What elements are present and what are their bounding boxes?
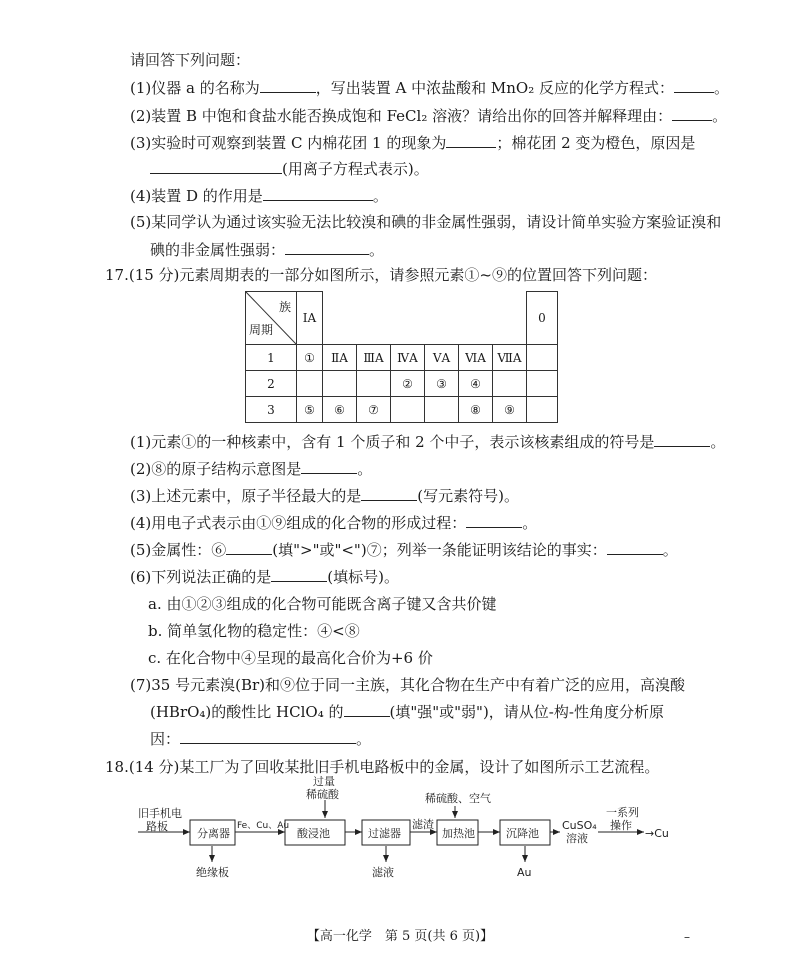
element-3: ③ bbox=[425, 371, 459, 397]
q16-part5: (5)某同学认为通过该实验无法比较溴和碘的非金属性强弱，请设计简单实验方案验证溴和 bbox=[130, 213, 722, 231]
corner-mark: – bbox=[684, 930, 690, 944]
q18-heading: 18.(14 分)某工厂为了回收某批旧手机电路板中的金属，设计了如图所示工艺流程。 bbox=[105, 758, 660, 776]
ops-label-1: 一系列 bbox=[606, 806, 639, 819]
q16-intro: 请回答下列问题： bbox=[130, 51, 251, 69]
q17-p1-text-a: (1)元素①的一种核素中，含有 1 个质子和 2 个中子，表示该核素组成的符号是 bbox=[130, 433, 655, 451]
group-header: ⅥA bbox=[459, 345, 493, 371]
q17-p6-text-c: (填标号)。 bbox=[327, 568, 399, 586]
page-footer: 【高一化学 第 5 页(共 6 页)】 bbox=[306, 929, 494, 944]
q16-p4-text-a: (4)装置 D 的作用是 bbox=[130, 187, 263, 205]
q16-p3-text-d: (用离子方程式表示)。 bbox=[282, 160, 429, 178]
period-label: 2 bbox=[246, 371, 297, 397]
q16-p3-text-b: ；棉花团 2 变为橙色，原因是 bbox=[496, 134, 696, 152]
q17-p2-text-a: (2)⑧的原子结构示意图是 bbox=[130, 460, 302, 478]
filter-label: 过滤器 bbox=[368, 827, 401, 840]
ops-label-2: 操作 bbox=[610, 819, 632, 832]
q16-p4-text-c: 。 bbox=[372, 187, 388, 205]
reagent1-label-b: 稀硫酸 bbox=[306, 788, 339, 801]
input-label-2: 路板 bbox=[146, 820, 168, 833]
element-2: ② bbox=[391, 371, 425, 397]
q17-p1-text-c: 。 bbox=[710, 433, 726, 451]
period-label: 3 bbox=[246, 397, 297, 423]
insulation-label: 绝缘板 bbox=[196, 866, 229, 879]
q17-p4-text-c: 。 bbox=[522, 514, 538, 532]
group-header: ⅣA bbox=[391, 345, 425, 371]
q16-p1-text-a: (1)仪器 a 的名称为 bbox=[130, 79, 260, 97]
q17-option-b: b. 简单氢化物的稳定性：④<⑧ bbox=[148, 622, 360, 640]
q17-p5-text-a: (5)金属性：⑥ bbox=[130, 541, 227, 559]
element-6: ⑥ bbox=[323, 397, 357, 423]
group-ia-header: ⅠA bbox=[297, 292, 323, 345]
residue-label: 滤渣 bbox=[412, 818, 434, 831]
q17-p5-text-b: (填">"或"<")⑦；列举一条能证明该结论的事实： bbox=[272, 541, 607, 559]
element-9: ⑨ bbox=[493, 397, 527, 423]
q17-option-a: a. 由①②③组成的化合物可能既含离子键又含共价键 bbox=[148, 595, 497, 613]
group-header: ⅦA bbox=[493, 345, 527, 371]
reagent2-label: 稀硫酸、空气 bbox=[425, 792, 491, 805]
element-8: ⑧ bbox=[459, 397, 493, 423]
q17-p7-text-c: (填"强"或"弱")，请从位-构-性角度分析原 bbox=[389, 703, 664, 721]
q16-p1-text-b: ，写出装置 A 中浓盐酸和 MnO₂ 反应的化学方程式： bbox=[315, 79, 674, 97]
au-product-label: Au bbox=[517, 866, 532, 879]
filtrate-label: 滤液 bbox=[372, 866, 394, 879]
q16-p5-text-c: 。 bbox=[369, 241, 385, 259]
corner-group-label: 族 bbox=[278, 300, 291, 314]
q17-part7: (7)35 号元素溴(Br)和⑨位于同一主族，其化合物在生产中有着广泛的应用，高溴酸 bbox=[130, 676, 686, 694]
cuso4-label-a: CuSO₄ bbox=[562, 819, 597, 832]
q16-p5-text-b: 碘的非金属性强弱： bbox=[150, 241, 286, 259]
q17-p7-text-d: 因： bbox=[150, 730, 181, 748]
separator-label: 分离器 bbox=[197, 827, 230, 840]
q16-p2-text-c: 。 bbox=[712, 107, 728, 125]
group-zero-header: 0 bbox=[527, 292, 558, 345]
metals-label: Fe、Cu、Au bbox=[237, 821, 290, 831]
corner-period-label: 周期 bbox=[249, 323, 274, 337]
element-7: ⑦ bbox=[357, 397, 391, 423]
element-5: ⑤ bbox=[297, 397, 323, 423]
group-header: ⅤA bbox=[425, 345, 459, 371]
group-header: ⅡA bbox=[323, 345, 357, 371]
q17-option-c: c. 在化合物中④呈现的最高化合价为+6 价 bbox=[148, 649, 433, 667]
q16-p1-text-c: 。 bbox=[713, 79, 729, 97]
q16-p2-text-a: (2)装置 B 中饱和食盐水能否换成饱和 FeCl₂ 溶液？请给出你的回答并解释理由： bbox=[130, 107, 673, 125]
q17-heading: 17.(15 分)元素周期表的一部分如图所示，请参照元素①~⑨的位置回答下列问题： bbox=[105, 266, 657, 284]
q17-p4-text-a: (4)用电子式表示由①⑨组成的化合物的形成过程： bbox=[130, 514, 467, 532]
element-1: ① bbox=[297, 345, 323, 371]
q17-p6-text-a: (6)下列说法正确的是 bbox=[130, 568, 272, 586]
input-label-1: 旧手机电 bbox=[138, 807, 182, 820]
acid-leach-label: 酸浸池 bbox=[297, 827, 330, 840]
q17-p7-text-e: 。 bbox=[356, 730, 372, 748]
cuso4-label-b: 溶液 bbox=[566, 832, 588, 845]
q17-p7-text-b: (HBrO₄)的酸性比 HClO₄ 的 bbox=[150, 703, 344, 721]
q17-p3-text-a: (3)上述元素中，原子半径最大的是 bbox=[130, 487, 362, 505]
q16-p3-text-a: (3)实验时可观察到装置 C 内棉花团 1 的现象为 bbox=[130, 134, 447, 152]
group-header: ⅢA bbox=[357, 345, 391, 371]
settling-label: 沉降池 bbox=[506, 827, 539, 840]
reagent1-label-a: 过量 bbox=[313, 775, 335, 788]
q17-p3-text-c: (写元素符号)。 bbox=[417, 487, 519, 505]
q17-p5-text-c: 。 bbox=[662, 541, 678, 559]
element-4: ④ bbox=[459, 371, 493, 397]
cu-product-label: →Cu bbox=[645, 827, 669, 840]
q17-p2-text-c: 。 bbox=[357, 460, 373, 478]
period-label: 1 bbox=[246, 345, 297, 371]
heating-label: 加热池 bbox=[442, 827, 475, 840]
